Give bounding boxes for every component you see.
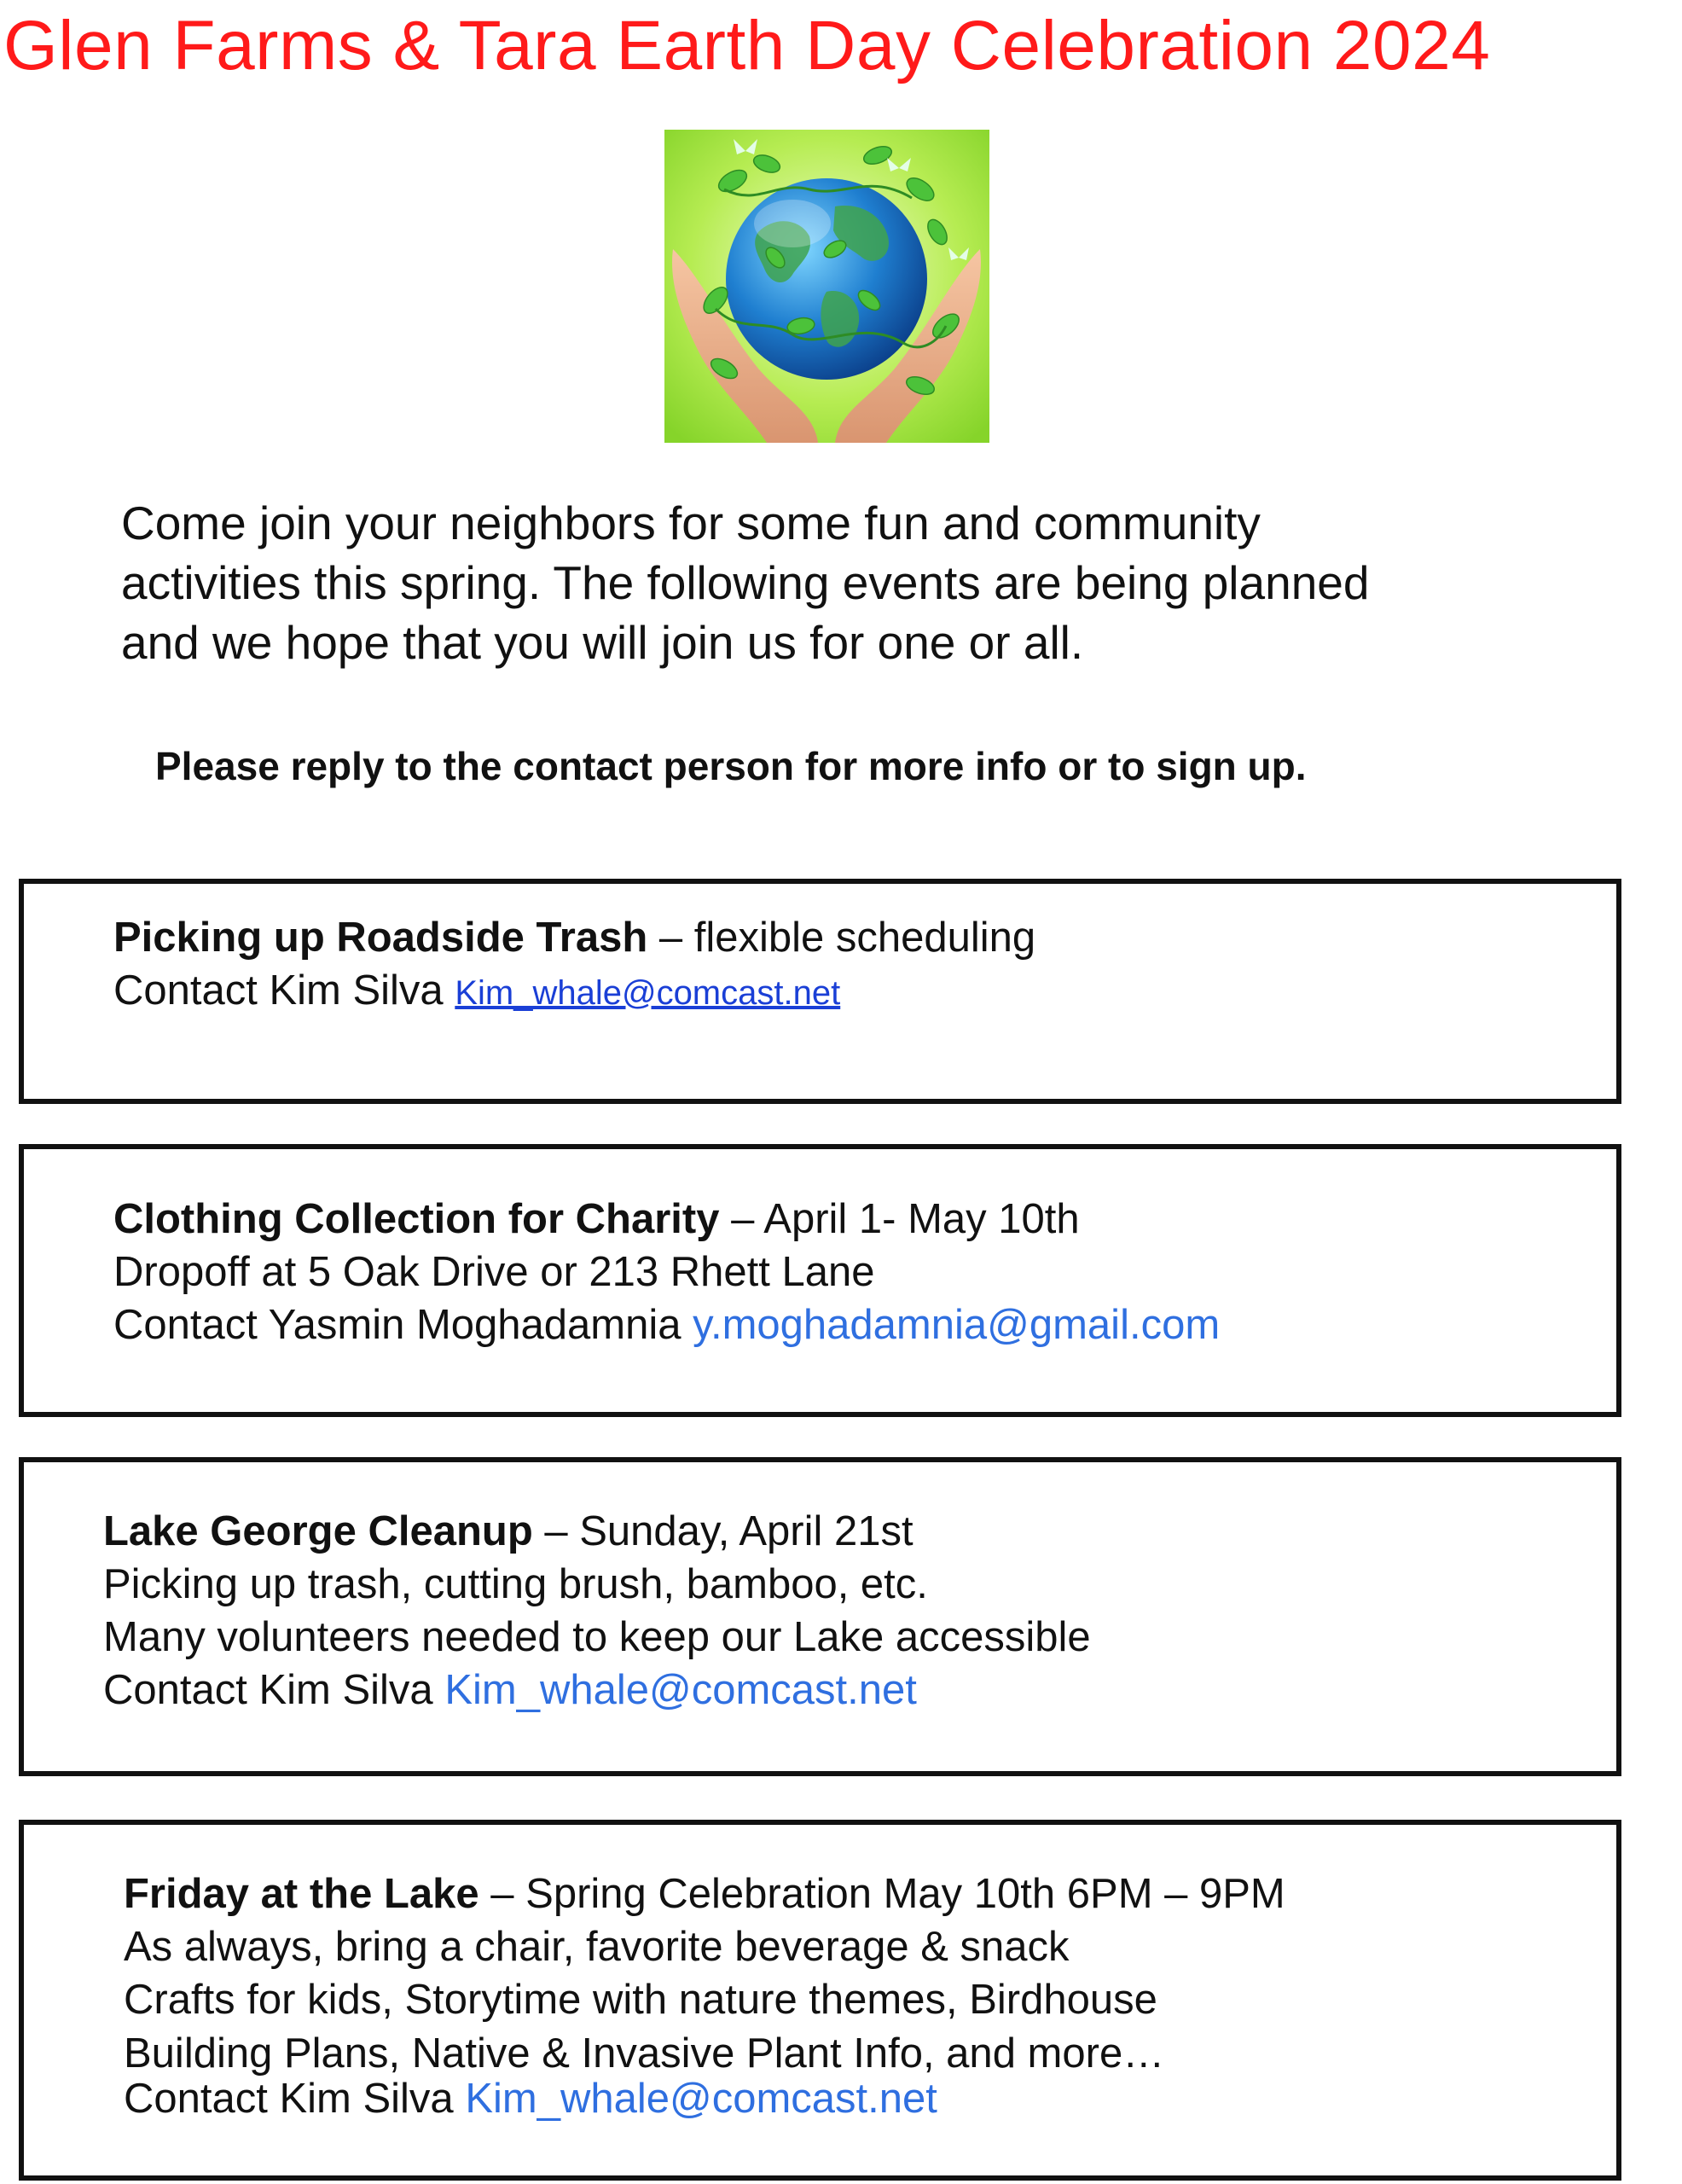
email-link[interactable]: Kim_whale@comcast.net bbox=[455, 974, 841, 1012]
event-clothing-collection bbox=[113, 1193, 1220, 1351]
email-link[interactable]: Kim_whale@comcast.net bbox=[465, 2076, 937, 2122]
reply-note: Please reply to the contact person for more info or to sign up. bbox=[155, 744, 1307, 788]
event-separator: – bbox=[478, 1871, 526, 1917]
event-detail: Spring Celebration May 10th 6PM – 9PM bbox=[525, 1871, 1285, 1917]
contact-name: Contact Kim Silva bbox=[103, 1667, 445, 1713]
event-separator: – bbox=[647, 915, 694, 961]
event-contact bbox=[124, 2077, 1285, 2120]
email-link[interactable]: y.moghadamnia@gmail.com bbox=[693, 1302, 1221, 1348]
event-friday-at-the-lake bbox=[124, 1867, 1285, 2120]
event-heading bbox=[103, 1505, 1091, 1558]
email-link[interactable]: Kim_whale@comcast.net bbox=[444, 1667, 917, 1713]
earth-in-hands-image bbox=[664, 130, 989, 443]
event-name: Friday at the Lake bbox=[124, 1871, 479, 1917]
event-separator: – bbox=[719, 1196, 764, 1242]
contact-name: Contact Kim Silva bbox=[124, 2076, 466, 2122]
event-name: Lake George Cleanup bbox=[103, 1508, 533, 1554]
event-roadside-trash bbox=[113, 911, 1035, 1019]
event-contact bbox=[113, 1298, 1220, 1351]
event-line: As always, bring a chair, favorite beverage & snack bbox=[124, 1924, 1070, 1970]
event-heading bbox=[113, 1193, 1220, 1246]
event-lake-george-cleanup bbox=[103, 1505, 1091, 1716]
event-line: Picking up trash, cutting brush, bamboo, etc. bbox=[103, 1561, 928, 1607]
event-name: Clothing Collection for Charity bbox=[113, 1196, 720, 1242]
event-name: Picking up Roadside Trash bbox=[113, 915, 648, 961]
event-heading bbox=[113, 911, 1035, 964]
event-contact bbox=[113, 964, 1035, 1019]
contact-name: Contact Kim Silva bbox=[113, 967, 455, 1014]
page-title: Glen Farms & Tara Earth Day Celebration 2024 bbox=[3, 7, 1491, 84]
event-line: Many volunteers needed to keep our Lake accessible bbox=[103, 1614, 1091, 1660]
event-line: Building Plans, Native & Invasive Plant Info, and more… bbox=[124, 2030, 1165, 2077]
intro-line: activities this spring. The following events are being planned bbox=[121, 556, 1370, 609]
event-detail: Sunday, April 21st bbox=[579, 1508, 914, 1554]
contact-name: Contact Yasmin Moghadamnia bbox=[113, 1302, 693, 1348]
event-separator: – bbox=[532, 1508, 580, 1554]
event-line: Dropoff at 5 Oak Drive or 213 Rhett Lane bbox=[113, 1249, 875, 1295]
event-detail: flexible scheduling bbox=[693, 915, 1036, 961]
intro-line: Come join your neighbors for some fun and community bbox=[121, 497, 1261, 549]
event-heading bbox=[124, 1867, 1285, 1920]
event-contact bbox=[103, 1664, 1091, 1716]
event-detail: April 1- May 10th bbox=[763, 1196, 1080, 1242]
intro-line: and we hope that you will join us for one or all. bbox=[121, 616, 1084, 669]
intro-paragraph bbox=[121, 493, 1571, 672]
event-line: Crafts for kids, Storytime with nature themes, Birdhouse bbox=[124, 1977, 1157, 2023]
